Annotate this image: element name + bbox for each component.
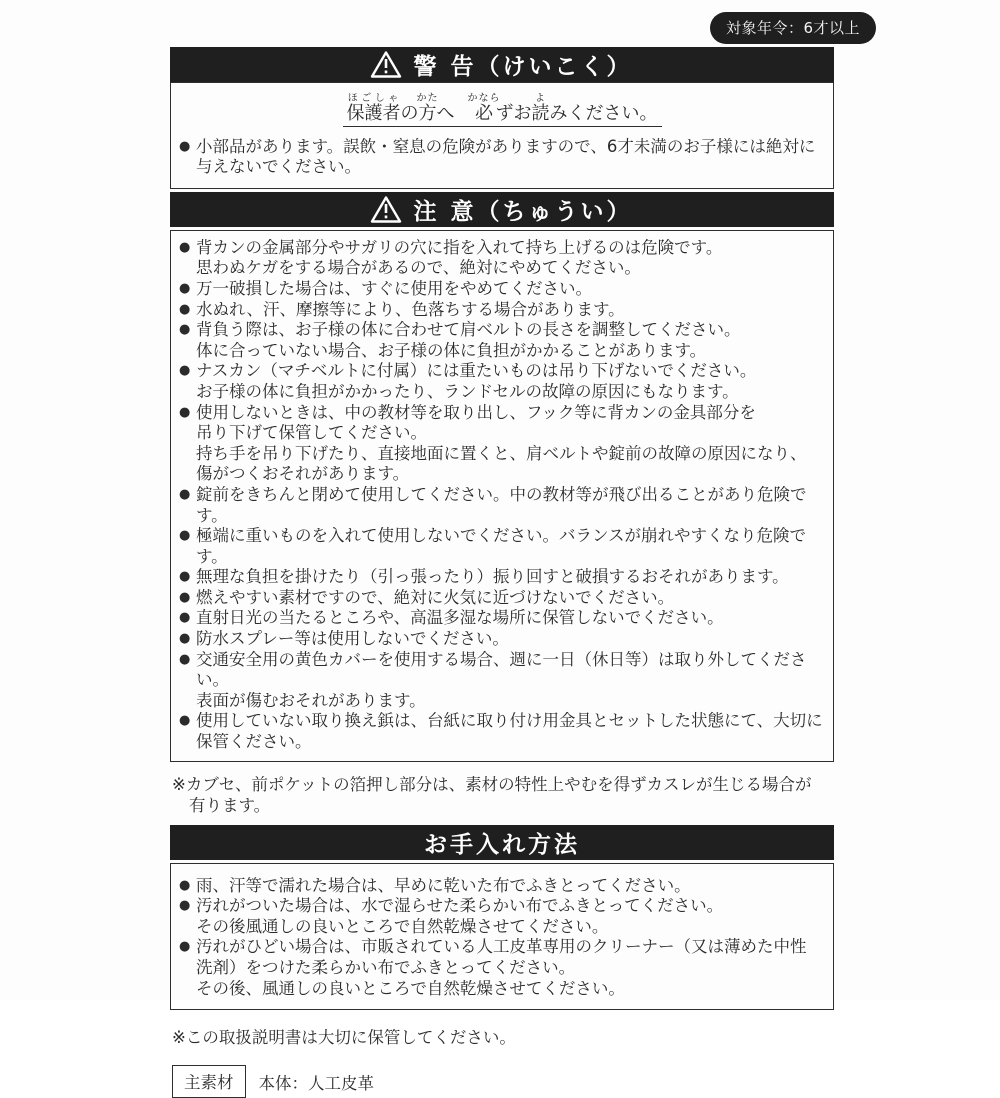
materials-row xyxy=(172,1065,834,1098)
list-item xyxy=(179,629,825,650)
guardian-notice-text: 保護者ほごしゃの方かたへ 必かならずお読よみください。 xyxy=(343,93,662,127)
list-item xyxy=(179,608,825,629)
list-item-text: 極端に重いものを入れて使用しないでください。バランスが崩れやすくなり危険です。 xyxy=(196,526,807,566)
bullet-icon: ● xyxy=(179,589,191,605)
care-section xyxy=(170,825,834,1011)
caution-box xyxy=(170,230,834,762)
warning-triangle-icon xyxy=(371,51,401,78)
content-column xyxy=(170,47,834,1098)
list-item xyxy=(179,485,825,526)
warning-title: 警 告（けいこく） xyxy=(413,54,633,80)
bullet-icon: ● xyxy=(179,631,191,647)
bullet-icon: ● xyxy=(179,280,191,296)
bullet-icon: ● xyxy=(179,363,191,379)
warning-header-bar xyxy=(170,47,834,82)
materials-label: 主素材 xyxy=(172,1065,246,1098)
care-box xyxy=(170,863,834,1011)
bullet-icon: ● xyxy=(179,898,191,914)
caution-header-bar xyxy=(170,192,834,227)
list-item xyxy=(179,137,825,178)
list-item xyxy=(179,711,825,752)
bullet-icon: ● xyxy=(179,138,191,154)
list-item-text: 使用しないときは、中の教材等を取り出し、フック等に背カンの金具部分を 吊り下げて保管してください。 持ち手を吊り下げたり、直接地面に置くと、肩ベルトや錠前の故障の原因になり、 傷がつくおそれがあります。 xyxy=(196,402,807,484)
care-header-bar xyxy=(170,825,834,860)
bullet-icon: ● xyxy=(179,569,191,585)
list-item xyxy=(179,403,825,485)
bullet-icon: ● xyxy=(179,301,191,317)
list-item-text: 汚れがついた場合は、水で湿らせた柔らかい布でふきとってください。 その後風通しの良いところで自然乾燥させてください。 xyxy=(196,896,724,936)
list-item-text: ナスカン（マチベルトに付属）には重たいものは吊り下げないでください。 お子様の体に負担がかかったり、ランドセルの故障の原因にもなります。 xyxy=(196,361,757,401)
list-item xyxy=(179,876,825,897)
caution-footnote: ※カブセ、前ポケットの箔押し部分は、素材の特性上やむを得ずカスレが生じる場合が 有ります。 xyxy=(172,774,812,815)
bullet-icon: ● xyxy=(179,528,191,544)
list-item-text: 雨、汗等で濡れた場合は、早めに乾いた布でふきとってください。 xyxy=(196,875,691,895)
list-item xyxy=(179,896,825,937)
list-item xyxy=(179,588,825,609)
materials-value: 本体：人工皮革 xyxy=(258,1073,374,1093)
list-item-text: 小部品があります。誤飲・窒息の危険がありますので、6才未満のお子様には絶対に 与えないでください。 xyxy=(196,136,816,177)
bullet-icon: ● xyxy=(179,610,191,626)
warning-section xyxy=(170,47,834,189)
list-item xyxy=(179,526,825,567)
warning-box xyxy=(170,82,834,189)
list-item-text: 防水スプレー等は使用しないでください。 xyxy=(196,629,509,649)
list-item xyxy=(179,937,825,999)
list-item-text: 汚れがひどい場合は、市販されている人工皮革専用のクリーナー（又は薄めた中性 洗剤）をつけた柔らかい布でふきとってください。 その後、風通しの良いところで自然乾燥させてください。 xyxy=(196,937,807,998)
list-item-text: 万一破損した場合は、すぐに使用をやめてください。 xyxy=(196,278,592,298)
care-title: お手入れ方法 xyxy=(424,831,580,858)
warning-items xyxy=(179,137,825,178)
list-item xyxy=(179,361,825,402)
list-item-text: 使用していない取り換え鋲は、台紙に取り付け用金具とセットした状態にて、大切に 保管ください。 xyxy=(196,711,823,752)
bullet-icon: ● xyxy=(179,713,191,729)
caution-items xyxy=(179,238,825,753)
list-item xyxy=(179,238,825,279)
caution-section xyxy=(170,192,834,762)
list-item-text: 錠前をきちんと閉めて使用してください。中の教材等が飛び出ることがあり危険です。 xyxy=(196,484,807,525)
bullet-icon: ● xyxy=(179,322,191,338)
bullet-icon: ● xyxy=(179,239,191,255)
list-item-text: 直射日光の当たるところや、高温多湿な場所に保管しないでください。 xyxy=(196,608,724,628)
storage-note: ※この取扱説明書は大切に保管してください。 xyxy=(172,1028,516,1048)
age-badge: 対象年令：6才以上 xyxy=(710,12,876,44)
list-item xyxy=(179,300,825,321)
bullet-icon: ● xyxy=(179,404,191,420)
list-item xyxy=(179,567,825,588)
care-items xyxy=(179,876,825,1000)
list-item-text: 無理な負担を掛けたり（引っ張ったり）振り回すと破損するおそれがあります。 xyxy=(196,567,789,587)
list-item-text: 背カンの金属部分やサガリの穴に指を入れて持ち上げるのは危険です。 思わぬケガをする場合があるので、絶対にやめてください。 xyxy=(196,237,723,278)
list-item xyxy=(179,650,825,712)
bullet-icon: ● xyxy=(179,939,191,955)
warning-triangle-icon xyxy=(371,196,401,223)
guardian-notice xyxy=(179,93,825,127)
list-item-text: 交通安全用の黄色カバーを使用する場合、週に一日（休日等）は取り外してください。 表面が傷むおそれがあります。 xyxy=(196,649,807,710)
bullet-icon: ● xyxy=(179,486,191,502)
list-item xyxy=(179,279,825,300)
list-item-text: 燃えやすい素材ですので、絶対に火気に近づけないでください。 xyxy=(196,587,675,607)
bullet-icon: ● xyxy=(179,651,191,667)
caution-title: 注 意（ちゅうい） xyxy=(413,198,633,225)
bullet-icon: ● xyxy=(179,877,191,893)
list-item xyxy=(179,320,825,361)
list-item-text: 背負う際は、お子様の体に合わせて肩ベルトの長さを調整してください。 体に合っていない場合、お子様の体に負担がかかることがあります。 xyxy=(196,320,741,360)
list-item-text: 水ぬれ、汗、摩擦等により、色落ちする場合があります。 xyxy=(196,299,625,319)
